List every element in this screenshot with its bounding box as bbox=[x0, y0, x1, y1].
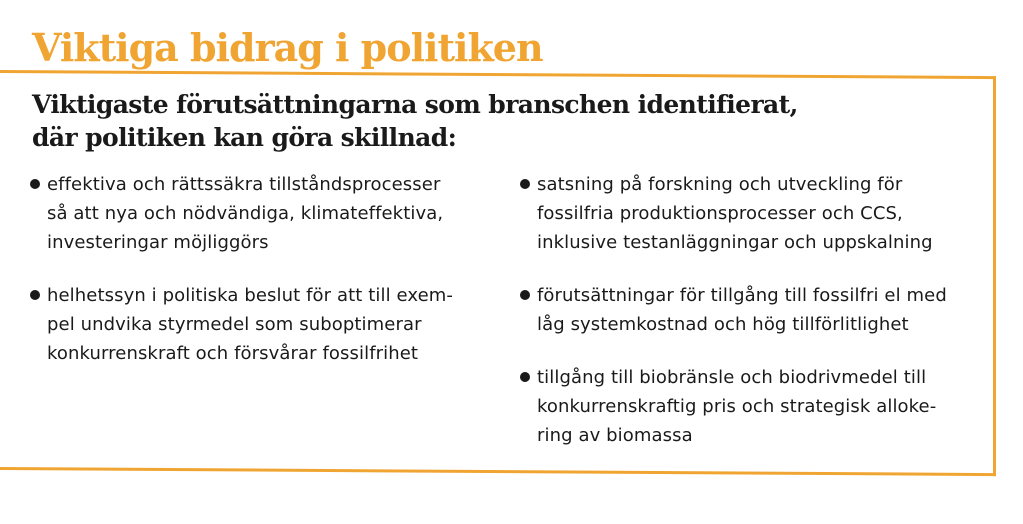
bullet-icon bbox=[520, 179, 530, 189]
list-item-line: fossilfria produktionsprocesser och CCS, bbox=[537, 203, 903, 224]
list-item-line: tillgång till biobränsle och biodrivmedel till bbox=[537, 367, 927, 388]
list-item bbox=[520, 281, 1000, 339]
list-item bbox=[520, 170, 1000, 257]
page-title: Viktiga bidrag i politiken bbox=[32, 25, 543, 70]
bullet-list-right bbox=[520, 170, 1000, 474]
list-item-line: ring av biomassa bbox=[537, 425, 693, 446]
list-item-line: investeringar möjliggörs bbox=[47, 232, 269, 253]
list-item bbox=[30, 281, 500, 368]
list-item-line: konkurrenskraftig pris och strategisk alloke- bbox=[537, 396, 937, 417]
list-item-line: förutsättningar för tillgång till fossilfri el med bbox=[537, 285, 947, 306]
list-item bbox=[30, 170, 500, 257]
bullet-icon bbox=[520, 290, 530, 300]
bullet-icon bbox=[30, 179, 40, 189]
bullet-icon bbox=[520, 372, 530, 382]
bullet-icon bbox=[30, 290, 40, 300]
list-item-line: så att nya och nödvändiga, klimateffektiva, bbox=[47, 203, 444, 224]
list-item-line: inklusive testanläggningar och uppskalning bbox=[537, 232, 933, 253]
bullet-list-left bbox=[30, 170, 500, 392]
list-item-line: effektiva och rättssäkra tillståndsprocesser bbox=[47, 174, 441, 195]
list-item-line: låg systemkostnad och hög tillförlitlighet bbox=[537, 314, 909, 335]
list-item-line: satsning på forskning och utveckling för bbox=[537, 174, 903, 195]
list-item-line: konkurrenskraft och försvårar fossilfrihet bbox=[47, 343, 419, 364]
subtitle-line: där politiken kan göra skillnad: bbox=[32, 123, 457, 152]
subtitle-line: Viktigaste förutsättningarna som branschen identifierat, bbox=[32, 90, 798, 119]
list-item bbox=[520, 363, 1000, 450]
section-subtitle bbox=[32, 88, 798, 154]
list-item-line: pel undvika styrmedel som suboptimerar bbox=[47, 314, 422, 335]
list-item-line: helhetssyn i politiska beslut för att till exem- bbox=[47, 285, 453, 306]
